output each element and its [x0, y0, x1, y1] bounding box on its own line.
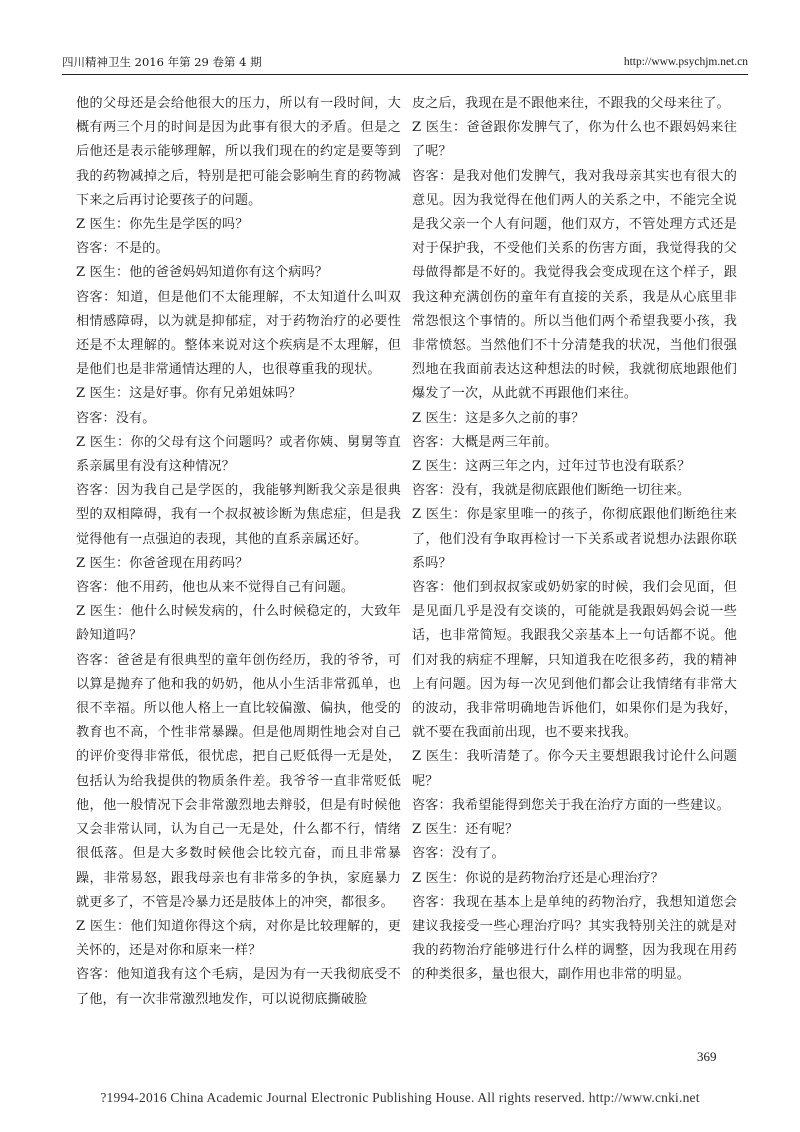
paragraph: 咨客：知道，但是他们不太能理解，不太知道什么叫双相情感障碍，以为就是抑郁症，对于药物治疗的必要性还是不太理解的。整体来说对这个疾病是不太理解，但是他们也是非常通情达理的人，也很尊重我的现状。 — [76, 289, 401, 378]
paragraph: 咨客：大概是两三年前。 — [412, 434, 558, 450]
paragraph: Z 医生：你的父母有这个问题吗？或者你姨、舅舅等直系亲属里有没有这种情况？ — [76, 434, 401, 475]
paragraph: Z 医生：这是多久之前的事？ — [412, 410, 585, 426]
paragraph: Z 医生：爸爸跟你发脾气了，你为什么也不跟妈妈来往了呢？ — [412, 120, 737, 160]
running-header — [62, 52, 748, 75]
left-column — [76, 92, 401, 1012]
copyright-footer: ?1994-2016 China Academic Journal Electronic Publishing House. All rights reserved. http://www.cnki.net — [100, 1090, 700, 1105]
paragraph: Z 医生：这是好事。你有兄弟姐妹吗？ — [76, 386, 302, 402]
paragraph: 他的父母还是会给他很大的压力，所以有一段时间，大概有两三个月的时间是因为此事有很大的矛盾。但是之后他还是表示能够理解，所以我们现在的约定是要等到我的药物减掉之后，特别是把可能会影响生育的药物减下来之后再讨论要孩子的问题。 — [76, 96, 401, 208]
paragraph: 咨客：没有，我就是彻底跟他们断绝一切往来。 — [412, 483, 691, 499]
paragraph: 咨客：他们到叔叔家或奶奶家的时候，我们会见面，但是见面几乎是没有交谈的，可能就是我跟妈妈会说一些话，也非常简短。我跟我父亲基本上一句话都不说。他们对我的病症不理解，只知道我在吃很多药，我的精神上有问题。因为每一次见到他们都会让我情绪有非常大的波动，我非常明确地告诉他们，如果你们是为我好，就不要在我面前出现，也不要来找我。 — [412, 580, 737, 741]
paragraph: Z 医生：你是家里唯一的孩子，你彻底跟他们断绝往来了，他们没有争取再检讨一下关系或者说想办法跟你联系吗？ — [412, 507, 737, 571]
page-number: 369 — [697, 1049, 717, 1064]
paragraph: 皮之后，我现在是不跟他来往，不跟我的父母来往了。 — [412, 96, 730, 111]
paragraph: 咨客：我希望能得到您关于我在治疗方面的一些建议。 — [412, 797, 730, 813]
paragraph: Z 医生：你先生是学医的吗？ — [76, 217, 249, 233]
paragraph: 咨客：没有了。 — [412, 846, 505, 862]
paragraph: 咨客：他不用药，他也从来不觉得自己有问题。 — [76, 580, 355, 596]
right-column — [412, 92, 737, 988]
paragraph: 咨客：不是的。 — [76, 241, 169, 257]
paragraph: Z 医生：我听清楚了。你今天主要想跟我讨论什么问题呢？ — [412, 749, 737, 789]
paragraph: 咨客：他知道我有这个毛病，是因为有一天我彻底受不了他，有一次非常激烈地发作，可以说彻底撕破脸 — [76, 967, 401, 1007]
paragraph: 咨客：是我对他们发脾气，我对我母亲其实也有很大的意见。因为我觉得在他们两人的关系之中，不能完全说是我父亲一个人有问题，他们双方，不管处理方式还是对于保护我，不受他们关系的伤害方面，我觉得我的父母做得都是不好的。我觉得我会变成现在这个样子，跟我这种充满创伤的童年有直接的关系，我是从心底里非常怨恨这个事情的。所以当他们两个希望我要小孩，我非常愤怒。当然他们不十分清楚我的状况，当他们很强烈地在我面前表达这种想法的时候，我就彻底地跟他们爆发了一次，从此就不再跟他们来往。 — [412, 168, 737, 402]
paragraph: 咨客：我现在基本上是单纯的药物治疗，我想知道您会建议我接受一些心理治疗吗？其实我特别关注的就是对我的药物治疗能够进行什么样的调整，因为我现在用药的种类很多，量也很大，副作用也非常的明显。 — [412, 894, 737, 983]
paragraph: 咨客：没有。 — [76, 410, 156, 426]
paragraph: Z 医生：还有呢？ — [412, 822, 519, 838]
paragraph: Z 医生：他们知道你得这个病，对你是比较理解的，更关怀的，还是对你和原来一样？ — [76, 918, 401, 959]
paragraph: Z 医生：他什么时候发病的，什么时候稳定的，大致年龄知道吗？ — [76, 604, 401, 644]
journal-url: http://www.psychjm.net.cn — [623, 56, 748, 68]
paragraph: 咨客：因为我自己是学医的，我能够判断我父亲是很典型的双相障碍，我有一个叔叔被诊断为焦虑症，但是我觉得他有一点强迫的表现，其他的直系亲属还好。 — [76, 483, 401, 547]
paragraph: Z 医生：他的爸爸妈妈知道你有这个病吗？ — [76, 265, 328, 281]
paragraph: Z 医生：你爸爸现在用药吗？ — [76, 555, 249, 571]
journal-issue: 四川精神卫生 2016 年第 29 卷第 4 期 — [62, 55, 262, 69]
paragraph: Z 医生：这两三年之内，过年过节也没有联系？ — [412, 459, 691, 475]
paragraph: 咨客：爸爸是有很典型的童年创伤经历，我的爷爷，可以算是抛弃了他和我的奶奶，他从小生活非常孤单，也很不幸福。所以他人格上一直比较偏激、偏执，他受的教育也不高，个性非常暴躁。但是他周期性地会对自己的评价变得非常低，很忧虑，把自己贬低得一无是处，包括认为给我提供的物质条件差。我爷爷一直非常贬低他，他一般情况下会非常激烈地去辩驳，但是有时候他又会非常认同，认为自己一无是处，什么都不行，情绪很低落。但是大多数时候他会比较亢奋，而且非常暴躁，非常易怒，跟我母亲也有非常多的争执，家庭暴力就更多了，不管是冷暴力还是肢体上的冲突，都很多。 — [76, 652, 401, 910]
paragraph: Z 医生：你说的是药物治疗还是心理治疗？ — [412, 870, 664, 886]
